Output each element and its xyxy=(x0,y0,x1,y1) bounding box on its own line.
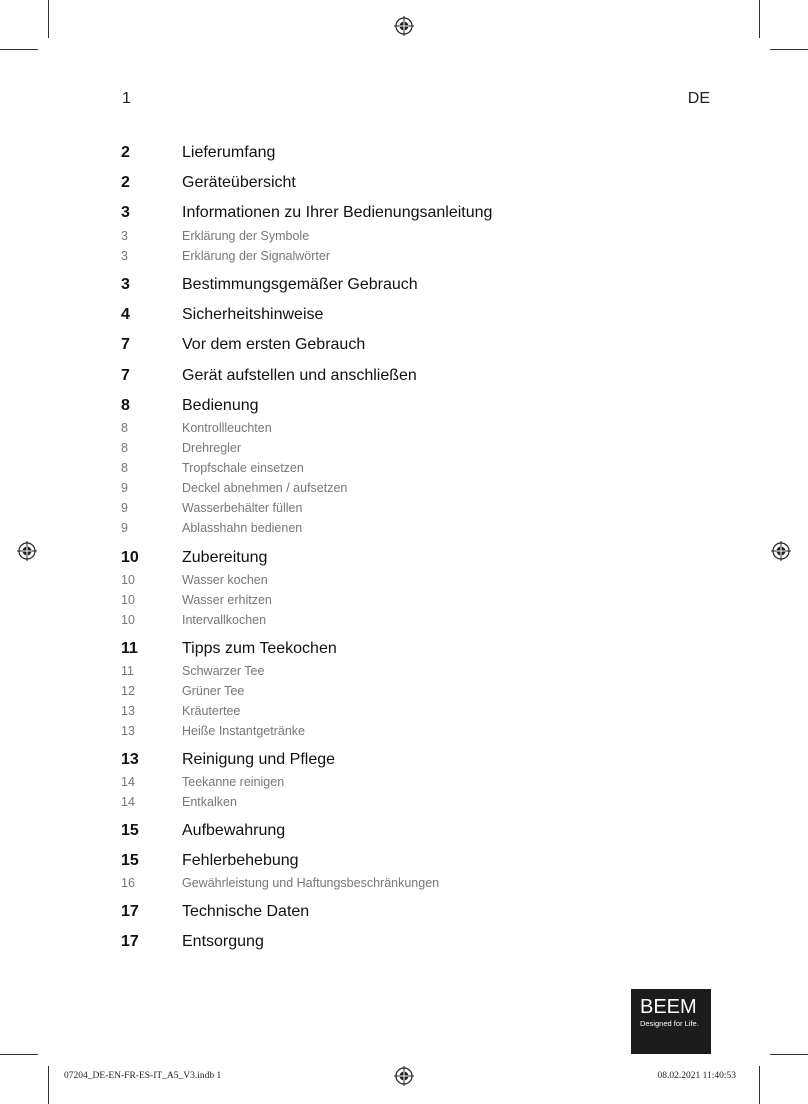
toc-title: Erklärung der Signalwörter xyxy=(182,249,330,263)
crop-mark xyxy=(0,1054,38,1055)
toc-page-number: 14 xyxy=(121,795,135,809)
toc-page-number: 8 xyxy=(121,441,128,455)
registration-mark-icon xyxy=(771,541,791,561)
toc-title: Intervallkochen xyxy=(182,613,267,627)
toc-page-number: 13 xyxy=(121,724,135,738)
toc-title: Teekanne reinigen xyxy=(182,775,285,789)
toc-page-number: 16 xyxy=(121,876,135,890)
toc-title: Aufbewahrung xyxy=(182,822,286,839)
toc-page-number: 10 xyxy=(121,549,139,566)
toc-page-number: 7 xyxy=(121,367,130,384)
toc-page-number: 8 xyxy=(121,461,128,475)
toc-title: Gewährleistung und Haftungsbeschränkungen xyxy=(182,876,440,890)
toc-page-number: 17 xyxy=(121,933,139,950)
toc-title: Wasserbehälter füllen xyxy=(182,501,303,515)
toc-title: Geräteübersicht xyxy=(182,174,296,191)
toc-page-number: 9 xyxy=(121,521,128,535)
toc-title: Ablasshahn bedienen xyxy=(182,521,303,535)
toc-page-number: 13 xyxy=(121,751,139,768)
toc-title: Bedienung xyxy=(182,397,259,414)
registration-mark-icon xyxy=(394,1066,414,1086)
brand-name: BEEM xyxy=(640,996,697,1018)
crop-mark xyxy=(48,1066,49,1104)
toc-title: Tropfschale einsetzen xyxy=(182,461,304,475)
footer-file-info: 07204_DE-EN-FR-ES-IT_A5_V3.indb 1 xyxy=(64,1071,222,1081)
brand-tagline: Designed for Life. xyxy=(640,1019,699,1028)
toc-title: Fehlerbehebung xyxy=(182,852,299,869)
toc-page-number: 3 xyxy=(121,229,128,243)
page-number: 1 xyxy=(122,90,131,107)
toc-title: Entsorgung xyxy=(182,933,264,950)
crop-mark xyxy=(0,49,38,50)
crop-mark xyxy=(770,49,808,50)
toc-page-number: 7 xyxy=(121,336,130,353)
toc-title: Tipps zum Teekochen xyxy=(182,640,337,657)
toc-title: Vor dem ersten Gebrauch xyxy=(182,336,366,353)
footer-timestamp: 08.02.2021 11:40:53 xyxy=(657,1071,736,1081)
crop-mark xyxy=(759,0,760,38)
language-code: DE xyxy=(687,90,710,107)
toc-title: Zubereitung xyxy=(182,549,268,566)
toc-title: Wasser kochen xyxy=(182,573,268,587)
toc-title: Grüner Tee xyxy=(182,684,245,698)
crop-mark xyxy=(770,1054,808,1055)
toc-page-number: 3 xyxy=(121,276,130,293)
toc-page-number: 15 xyxy=(121,822,139,839)
toc-page-number: 4 xyxy=(121,306,130,323)
toc-page-number: 9 xyxy=(121,481,128,495)
toc-page-number: 10 xyxy=(121,593,135,607)
registration-mark-icon xyxy=(17,541,37,561)
toc-page-number: 3 xyxy=(121,204,130,221)
toc-page-number: 12 xyxy=(121,684,135,698)
toc-page-number: 11 xyxy=(121,640,138,657)
toc-title: Entkalken xyxy=(182,795,237,809)
toc-page-number: 8 xyxy=(121,397,130,414)
toc-title: Deckel abnehmen / aufsetzen xyxy=(182,481,348,495)
toc-page-number: 3 xyxy=(121,249,128,263)
toc-page-number: 2 xyxy=(121,174,130,191)
registration-mark-icon xyxy=(394,16,414,36)
toc-page-number: 10 xyxy=(121,573,135,587)
toc-page-number: 17 xyxy=(121,903,139,920)
toc-page-number: 14 xyxy=(121,775,135,789)
toc-title: Sicherheitshinweise xyxy=(182,306,324,323)
toc-title: Informationen zu Ihrer Bedienungsanleitung xyxy=(182,204,493,221)
toc-page-number: 2 xyxy=(121,144,130,161)
toc-title: Gerät aufstellen und anschließen xyxy=(182,367,417,384)
toc-page-number: 15 xyxy=(121,852,139,869)
crop-mark xyxy=(48,0,49,38)
toc-title: Wasser erhitzen xyxy=(182,593,272,607)
toc-title: Schwarzer Tee xyxy=(182,664,265,678)
toc-title: Kontrollleuchten xyxy=(182,421,272,435)
brand-logo xyxy=(631,989,711,1054)
toc-page-number: 11 xyxy=(121,664,134,678)
crop-mark xyxy=(759,1066,760,1104)
toc-title: Heiße Instantgetränke xyxy=(182,724,305,738)
toc-title: Drehregler xyxy=(182,441,242,455)
toc-page-number: 13 xyxy=(121,704,135,718)
toc-title: Bestimmungsgemäßer Gebrauch xyxy=(182,276,418,293)
toc-title: Erklärung der Symbole xyxy=(182,229,310,243)
toc-page-number: 9 xyxy=(121,501,128,515)
toc-title: Technische Daten xyxy=(182,903,310,920)
toc-page-number: 8 xyxy=(121,421,128,435)
toc-title: Lieferumfang xyxy=(182,144,276,161)
toc-page-number: 10 xyxy=(121,613,135,627)
toc-title: Kräutertee xyxy=(182,704,241,718)
toc-title: Reinigung und Pflege xyxy=(182,751,336,768)
